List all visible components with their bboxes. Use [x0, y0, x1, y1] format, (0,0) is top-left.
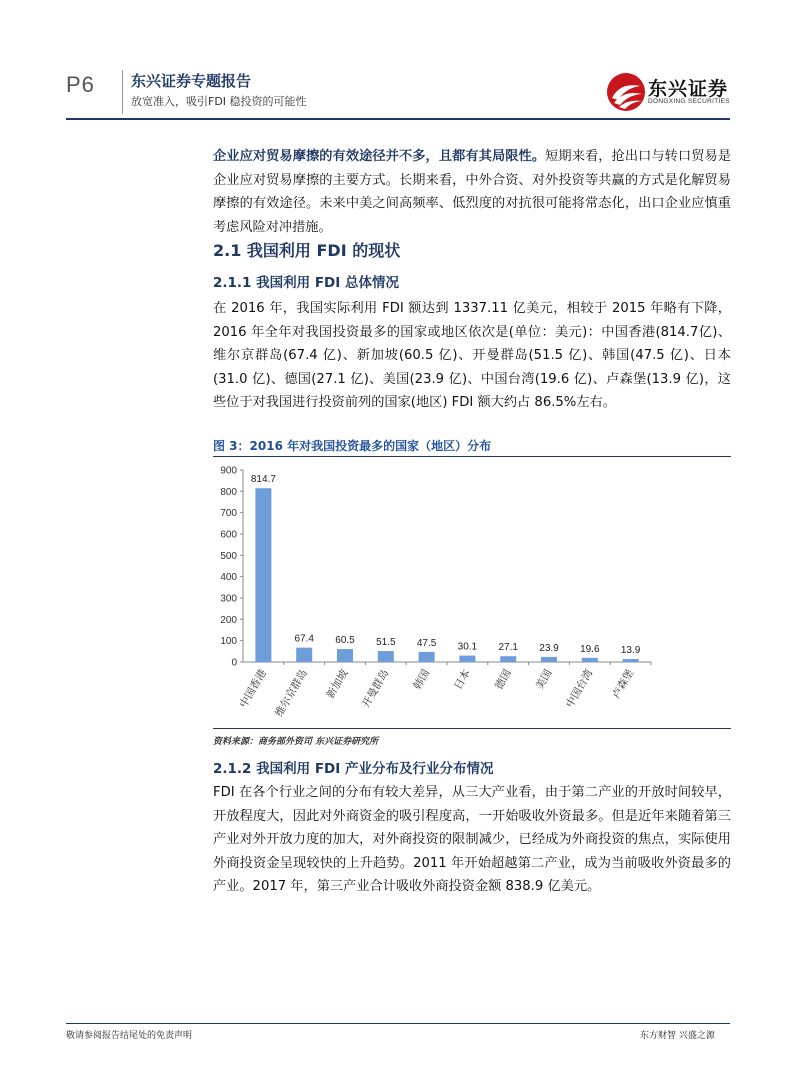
report-title: 东兴证券专题报告 — [131, 72, 252, 90]
data-label: 51.5 — [376, 637, 396, 649]
y-tick-label: 0 — [231, 657, 237, 669]
bar-7 — [541, 657, 557, 662]
category-label: 韩国 — [411, 667, 433, 692]
category-label: 中国台湾 — [564, 667, 596, 710]
header-rule — [66, 118, 730, 120]
figure-bottom-rule — [213, 728, 731, 729]
category-label: 美国 — [533, 667, 555, 692]
logo-text: 东兴证券 — [648, 78, 729, 100]
category-label: 维尔京群岛 — [273, 667, 310, 719]
bar-8 — [582, 658, 598, 662]
figure-source: 资料来源：商务部外资司 东兴证券研究所 — [213, 737, 379, 747]
section-heading-2-1-1: 2.1.1 我国利用 FDI 总体情况 — [213, 275, 399, 291]
section-heading-2-1-2: 2.1.2 我国利用 FDI 产业分布及行业分布情况 — [213, 761, 494, 777]
fdi-bar-chart — [213, 458, 731, 726]
y-tick-label: 300 — [220, 593, 237, 605]
y-tick-label: 800 — [220, 486, 237, 498]
category-label: 新加坡 — [324, 667, 351, 701]
data-label: 27.1 — [498, 642, 518, 654]
intro-paragraph — [213, 145, 731, 239]
bar-9 — [623, 659, 639, 662]
data-label: 60.5 — [335, 635, 355, 647]
data-label: 30.1 — [457, 641, 478, 653]
y-tick-label: 500 — [220, 550, 237, 562]
bar-2 — [337, 649, 353, 662]
bar-3 — [378, 651, 394, 662]
category-label: 日本 — [452, 667, 473, 692]
category-label: 中国香港 — [237, 667, 269, 710]
y-tick-label: 600 — [220, 529, 237, 541]
data-label: 23.9 — [539, 642, 559, 654]
data-label: 47.5 — [416, 637, 437, 649]
category-label: 卢森堡 — [610, 667, 637, 701]
data-label: 19.6 — [580, 643, 600, 655]
header-divider — [122, 70, 123, 114]
data-label: 67.4 — [294, 633, 314, 645]
logo-subtext: DONGXING SECURITIES — [648, 98, 730, 105]
bar-6 — [500, 656, 516, 662]
section-heading-2-1: 2.1 我国利用 FDI 的现状 — [213, 241, 401, 260]
bar-1 — [296, 648, 312, 662]
y-tick-label: 900 — [220, 465, 237, 477]
footer-slogan: 东方财智 兴盛之源 — [640, 1031, 715, 1041]
y-tick-label: 400 — [220, 572, 237, 584]
page-number: P6 — [66, 72, 95, 97]
figure-title: 图 3：2016 年对我国投资最多的国家（地区）分布 — [213, 439, 492, 453]
fdi-overview-paragraph: 在 2016 年，我国实际利用 FDI 额达到 1337.11 亿美元，相较于 2015 年略有下降，2016 年全年对我国投资最多的国家或地区依次是(单位：美元)：中国香港(814.7亿)、维尔京群岛(67.4 亿)、新加坡(60.5 亿)、开曼群岛(51.5 亿)、韩国(47.5 亿)、日本(31.0 亿)、德国(27.1 亿)、美国(23.9 亿)、中国台湾(19.6 亿)、卢森堡(13.9 亿)，这些位于对我国进行投资前列的国家(地区) FDI 额大约占 86.5%左右。 — [213, 301, 731, 410]
data-label: 13.9 — [620, 645, 641, 657]
data-label: 814.7 — [250, 474, 276, 486]
category-label: 德国 — [492, 667, 514, 692]
bar-4 — [419, 652, 435, 662]
y-tick-label: 700 — [220, 508, 237, 520]
footer-disclaimer: 敬请参阅报告结尾处的免责声明 — [66, 1031, 193, 1041]
category-label: 开曼群岛 — [360, 667, 392, 710]
bar-0 — [255, 488, 271, 662]
y-tick-label: 100 — [220, 636, 237, 648]
figure-top-rule — [213, 456, 731, 457]
y-tick-label: 200 — [220, 614, 237, 626]
footer-rule — [66, 1023, 730, 1024]
report-subtitle: 放宽准入，吸引FDI 稳投资的可能性 — [131, 95, 307, 108]
industry-distribution-paragraph: FDI 在各个行业之间的分布有较大差异，从三大产业看，由于第二产业的开放时间较早，开放程度大，因此对外商资金的吸引程度高，一开始吸收外资最多。但是近年来随着第三产业对外开放力度的加大，对外商投资的限制减少，已经成为外商投资的焦点，实际使用外商投资金呈现较快的上升趋势。2011 年开始超越第二产业，成为当前吸收外资最多的产业。2017 年，第三产业合计吸收外商投资金额 838.9 亿美元。 — [213, 785, 731, 894]
intro-bold-sentence: 企业应对贸易摩擦的有效途径并不多，且都有其局限性。 — [213, 149, 546, 164]
intro-text: 短期来看，抢出口与转口贸易是企业应对贸易摩擦的主要方式。长期来看，中外合资、对外投资等共赢的方式是化解贸易摩擦的有效途径。未来中美之间高频率、低烈度的对抗很可能将常态化，出口企业应慎重考虑风险对冲措施。 — [213, 149, 732, 235]
bar-5 — [459, 656, 475, 662]
